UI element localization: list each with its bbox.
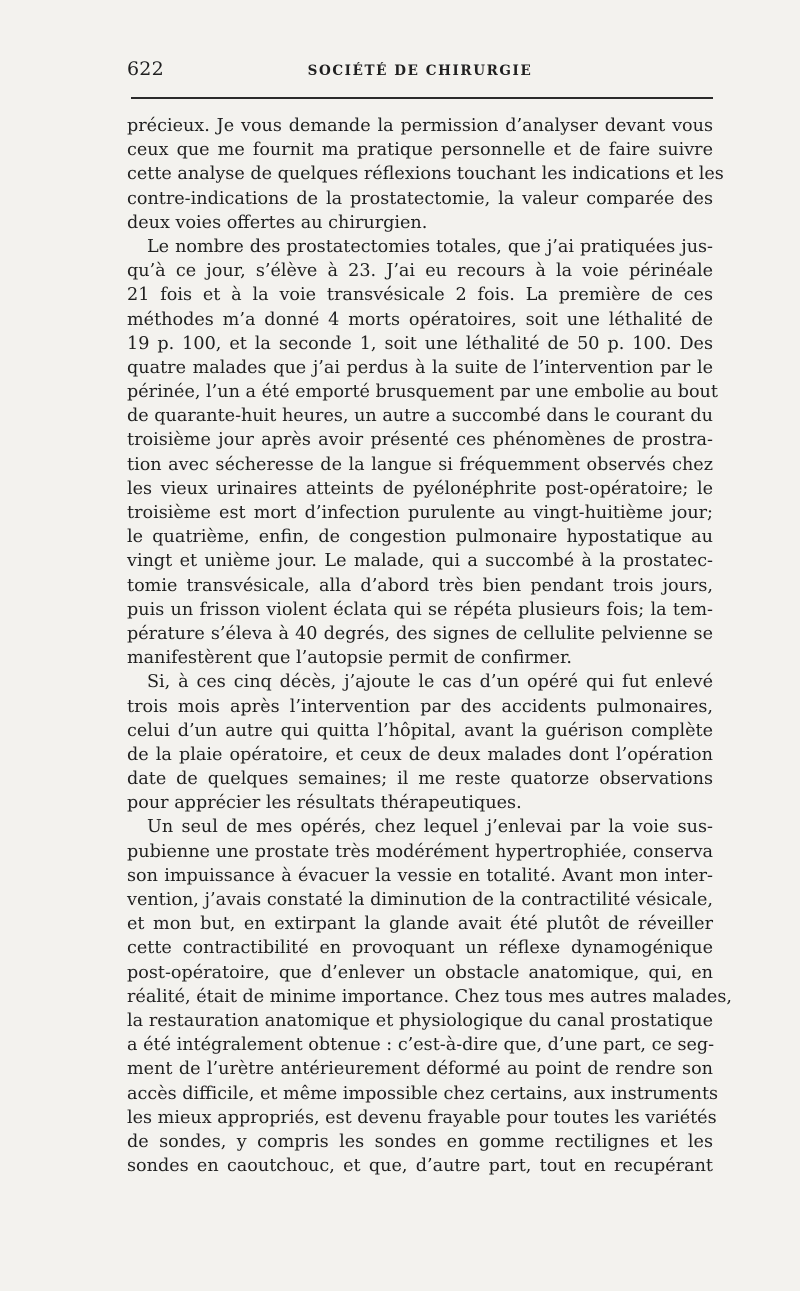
text-line: trois mois après l’intervention par des accidents pulmonaires,: [127, 696, 713, 717]
text-line: la restauration anatomique et physiologique du canal prostatique: [127, 1010, 713, 1031]
text-line: celui d’un autre qui quitta l’hôpital, avant la guérison complète: [127, 720, 713, 741]
body-text: [127, 114, 732, 1178]
text-line: périnée, l’un a été emporté brusquement par une embolie au bout: [127, 382, 718, 403]
text-line: tion avec sécheresse de la langue si fréquemment observés chez: [127, 454, 713, 475]
text-line: puis un frisson violent éclata qui se répéta plusieurs fois; la tem-: [127, 599, 713, 620]
text-line: précieux. Je vous demande la permission d’analyser devant vous: [127, 116, 713, 136]
text-line: manifestèrent que l’autopsie permit de confirmer.: [127, 648, 573, 669]
text-line: qu’à ce jour, s’élève à 23. J’ai eu recours à la voie périnéale: [127, 261, 713, 282]
text-line: accès difficile, et même impossible chez certains, aux instruments: [127, 1083, 719, 1104]
text-line: pour apprécier les résultats thérapeutiques.: [127, 793, 522, 814]
text-line: pérature s’éleva à 40 degrés, des signes de cellulite pelvienne se: [127, 623, 713, 644]
text-line: deux voies offertes au chirurgien.: [127, 212, 428, 233]
header-rule: [131, 97, 713, 99]
text-line: méthodes m’a donné 4 morts opératoires, soit une léthalité de: [127, 309, 713, 330]
text-line: son impuissance à évacuer la vessie en totalité. Avant mon inter-: [127, 865, 713, 886]
text-line: de la plaie opératoire, et ceux de deux malades dont l’opération: [127, 744, 713, 765]
text-line: les vieux urinaires atteints de pyélonéphrite post-opératoire; le: [127, 478, 713, 499]
text-line: post-opératoire, que d’enlever un obstacle anatomique, qui, en: [127, 962, 713, 983]
text-line: Un seul de mes opérés, chez lequel j’enlevai par la voie sus-: [147, 817, 713, 838]
page-number: 622: [127, 58, 164, 80]
text-line: 19 p. 100, et la seconde 1, soit une léthalité de 50 p. 100. Des: [127, 333, 713, 354]
text-line: ment de l’urètre antérieurement déformé au point de rendre son: [127, 1059, 713, 1080]
text-line: date de quelques semaines; il me reste quatorze observations: [127, 769, 713, 790]
text-line: vingt et unième jour. Le malade, qui a succombé à la prostatec-: [127, 551, 713, 572]
text-line: contre-indications de la prostatectomie, la valeur comparée des: [127, 188, 713, 209]
text-line: réalité, était de minime importance. Chez tous mes autres malades,: [127, 986, 732, 1007]
text-line: de quarante-huit heures, un autre a succombé dans le courant du: [127, 406, 713, 427]
text-line: Si, à ces cinq décès, j’ajoute le cas d’un opéré qui fut enlevé: [147, 672, 713, 693]
text-line: troisième est mort d’infection purulente au vingt-huitième jour;: [127, 503, 713, 523]
text-line: et mon but, en extirpant la glande avait été plutôt de réveiller: [127, 914, 713, 935]
text-line: a été intégralement obtenue : c’est-à-dire que, d’une part, ce seg-: [127, 1035, 715, 1056]
text-line: les mieux appropriés, est devenu frayable pour toutes les variétés: [127, 1107, 717, 1128]
text-line: de sondes, y compris les sondes en gomme rectilignes et les: [127, 1131, 713, 1152]
text-line: sondes en caoutchouc, et que, d’autre part, tout en recupérant: [127, 1156, 713, 1177]
text-line: troisième jour après avoir présenté ces phénomènes de prostra-: [127, 430, 713, 451]
text-line: pubienne une prostate très modérément hypertrophiée, conserva: [127, 841, 713, 862]
text-line: tomie transvésicale, alla d’abord très bien pendant trois jours,: [127, 575, 713, 596]
text-line: 21 fois et à la voie transvésicale 2 fois. La première de ces: [127, 285, 713, 306]
running-title: SOCIÉTÉ DE CHIRURGIE: [307, 63, 533, 79]
text-line: le quatrième, enfin, de congestion pulmonaire hypostatique au: [127, 527, 713, 548]
page-header: [127, 58, 713, 82]
text-line: Le nombre des prostatectomies totales, que j’ai pratiquées jus-: [147, 236, 713, 257]
text-line: vention, j’avais constaté la diminution de la contractilité vésicale,: [127, 890, 713, 910]
text-line: cette contractibilité en provoquant un réflexe dynamogénique: [127, 938, 713, 959]
text-line: ceux que me fournit ma pratique personnelle et de faire suivre: [127, 140, 713, 161]
text-line: cette analyse de quelques réflexions touchant les indications et les: [127, 164, 724, 185]
text-line: quatre malades que j’ai perdus à la suite de l’intervention par le: [127, 357, 713, 378]
